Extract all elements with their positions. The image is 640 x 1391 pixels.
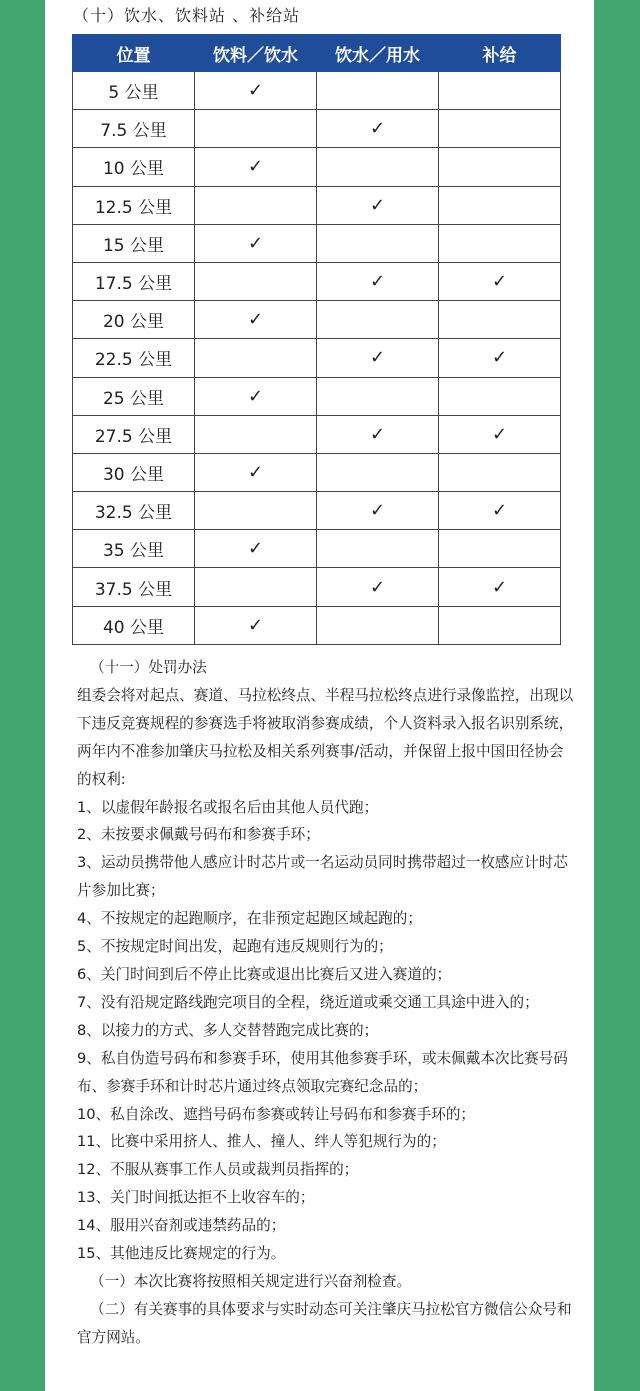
check-mark-icon: ✓ xyxy=(369,194,386,216)
cell-drink xyxy=(195,453,317,491)
cell-position: 10 公里 xyxy=(73,148,195,186)
table-row xyxy=(73,415,561,453)
cell-drink xyxy=(195,568,317,606)
cell-supply xyxy=(439,72,561,110)
penalty-item: 12、不服从赛事工作人员或裁判员指挥的； xyxy=(77,1161,359,1179)
cell-water xyxy=(317,530,439,568)
penalty-item: 7、没有沿规定路线跑完项目的全程，绕近道或乘交通工具途中进入的； xyxy=(77,993,539,1011)
check-mark-icon: ✓ xyxy=(247,156,264,178)
check-mark-icon: ✓ xyxy=(247,232,264,254)
cell-water xyxy=(317,606,439,644)
cell-supply xyxy=(439,415,561,453)
check-mark-icon: ✓ xyxy=(247,461,264,483)
document-page xyxy=(45,0,594,1391)
check-mark-icon: ✓ xyxy=(369,118,386,140)
cell-position: 12.5 公里 xyxy=(73,186,195,224)
table-body xyxy=(73,72,561,645)
cell-position: 17.5 公里 xyxy=(73,262,195,300)
cell-position: 30 公里 xyxy=(73,453,195,491)
header-water: 饮水／用水 xyxy=(317,35,439,72)
penalty-item: 8、以接力的方式、多人交替替跑完成比赛的； xyxy=(77,1021,379,1039)
check-mark-icon: ✓ xyxy=(491,423,508,445)
cell-water xyxy=(317,110,439,148)
cell-drink xyxy=(195,72,317,110)
table-row xyxy=(73,530,561,568)
cell-drink xyxy=(195,377,317,415)
cell-supply xyxy=(439,148,561,186)
cell-supply xyxy=(439,492,561,530)
table-row xyxy=(73,110,561,148)
cell-position: 40 公里 xyxy=(73,606,195,644)
cell-water xyxy=(317,72,439,110)
cell-drink xyxy=(195,301,317,339)
cell-water xyxy=(317,492,439,530)
header-drink: 饮料／饮水 xyxy=(195,35,317,72)
cell-position: 15 公里 xyxy=(73,224,195,262)
check-mark-icon: ✓ xyxy=(491,271,508,293)
cell-supply xyxy=(439,530,561,568)
check-mark-icon: ✓ xyxy=(369,500,386,522)
table-row xyxy=(73,262,561,300)
cell-drink xyxy=(195,492,317,530)
check-mark-icon: ✓ xyxy=(491,576,508,598)
table-row xyxy=(73,186,561,224)
cell-supply xyxy=(439,110,561,148)
cell-position: 32.5 公里 xyxy=(73,492,195,530)
penalty-item: 6、关门时间到后不停止比赛或退出比赛后又进入赛道的； xyxy=(77,965,452,983)
check-mark-icon: ✓ xyxy=(369,576,386,598)
header-position: 位置 xyxy=(73,35,195,72)
cell-water xyxy=(317,301,439,339)
table-row xyxy=(73,492,561,530)
check-mark-icon: ✓ xyxy=(247,538,264,560)
section-ten-title: （十）饮水、饮料站 、补给站 xyxy=(73,6,301,25)
table-row xyxy=(73,453,561,491)
check-mark-icon: ✓ xyxy=(491,500,508,522)
cell-water xyxy=(317,186,439,224)
check-mark-icon: ✓ xyxy=(247,385,264,407)
cell-supply xyxy=(439,262,561,300)
table-row xyxy=(73,301,561,339)
check-mark-icon: ✓ xyxy=(369,423,386,445)
check-mark-icon: ✓ xyxy=(491,347,508,369)
cell-position: 25 公里 xyxy=(73,377,195,415)
table-row xyxy=(73,224,561,262)
penalty-item: 2、未按要求佩戴号码布和参赛手环； xyxy=(77,826,320,844)
penalty-item: 3、运动员携带他人感应计时芯片或一名运动员同时携带超过一枚感应计时芯片参加比赛； xyxy=(77,854,568,900)
cell-position: 27.5 公里 xyxy=(73,415,195,453)
penalty-item: 4、不按规定的起跑顺序，在非预定起跑区域起跑的； xyxy=(77,910,422,928)
penalty-item: 11、比赛中采用挤人、推人、撞人、绊人等犯规行为的； xyxy=(77,1133,446,1151)
cell-drink xyxy=(195,339,317,377)
cell-water xyxy=(317,148,439,186)
cell-supply xyxy=(439,224,561,262)
cell-water xyxy=(317,453,439,491)
table-row xyxy=(73,606,561,644)
cell-drink xyxy=(195,262,317,300)
cell-supply xyxy=(439,186,561,224)
stations-table xyxy=(72,34,561,645)
section-eleven-title: （十一）处罚办法 xyxy=(90,659,207,676)
penalty-section xyxy=(77,654,577,1352)
penalty-intro: 组委会将对起点、赛道、马拉松终点、半程马拉松终点进行录像监控，出现以下违反竞赛规程的参赛选手将被取消参赛成绩，个人资料录入报名识别系统，两年内不准参加肇庆马拉松及相关系列赛事/活动，并保留上报中国田径协会的权利: xyxy=(77,686,574,788)
penalty-item: 14、服用兴奋剂或违禁药品的； xyxy=(77,1217,286,1235)
cell-drink xyxy=(195,530,317,568)
penalty-list xyxy=(77,794,577,1268)
cell-position: 7.5 公里 xyxy=(73,110,195,148)
header-supply: 补给 xyxy=(439,35,561,72)
check-mark-icon: ✓ xyxy=(369,347,386,369)
cell-drink xyxy=(195,224,317,262)
cell-drink xyxy=(195,110,317,148)
penalty-item: 10、私自涂改、遮挡号码布参赛或转让号码布和参赛手环的； xyxy=(77,1105,476,1123)
cell-drink xyxy=(195,415,317,453)
cell-water xyxy=(317,568,439,606)
cell-drink xyxy=(195,186,317,224)
cell-position: 22.5 公里 xyxy=(73,339,195,377)
table-row xyxy=(73,568,561,606)
cell-supply xyxy=(439,568,561,606)
table-header-row xyxy=(73,35,561,72)
cell-supply xyxy=(439,377,561,415)
cell-supply xyxy=(439,453,561,491)
cell-position: 37.5 公里 xyxy=(73,568,195,606)
cell-supply xyxy=(439,606,561,644)
penalty-item: 15、其他违反比赛规定的行为。 xyxy=(77,1245,286,1263)
cell-drink xyxy=(195,606,317,644)
cell-position: 5 公里 xyxy=(73,72,195,110)
cell-water xyxy=(317,377,439,415)
note-follow: （二）有关赛事的具体要求与实时动态可关注肇庆马拉松官方微信公众号和官方网站。 xyxy=(77,1300,572,1346)
check-mark-icon: ✓ xyxy=(247,614,264,636)
penalty-item: 9、私自伪造号码布和参赛手环，使用其他参赛手环，或未佩戴本次比赛号码布、参赛手环和计时芯片通过终点领取完赛纪念品的； xyxy=(77,1049,568,1095)
cell-supply xyxy=(439,301,561,339)
check-mark-icon: ✓ xyxy=(247,80,264,102)
table-row xyxy=(73,148,561,186)
penalty-item: 1、以虚假年龄报名或报名后由其他人员代跑； xyxy=(77,798,379,816)
cell-supply xyxy=(439,339,561,377)
cell-water xyxy=(317,339,439,377)
table-row xyxy=(73,339,561,377)
penalty-item: 13、关门时间抵达拒不上收容车的； xyxy=(77,1189,315,1207)
penalty-item: 5、不按规定时间出发，起跑有违反规则行为的； xyxy=(77,938,393,956)
table-row xyxy=(73,377,561,415)
cell-water xyxy=(317,224,439,262)
cell-position: 20 公里 xyxy=(73,301,195,339)
cell-position: 35 公里 xyxy=(73,530,195,568)
cell-water xyxy=(317,415,439,453)
check-mark-icon: ✓ xyxy=(247,309,264,331)
cell-water xyxy=(317,262,439,300)
table-row xyxy=(73,72,561,110)
note-doping: （一）本次比赛将按照相关规定进行兴奋剂检查。 xyxy=(90,1272,412,1290)
cell-drink xyxy=(195,148,317,186)
check-mark-icon: ✓ xyxy=(369,271,386,293)
